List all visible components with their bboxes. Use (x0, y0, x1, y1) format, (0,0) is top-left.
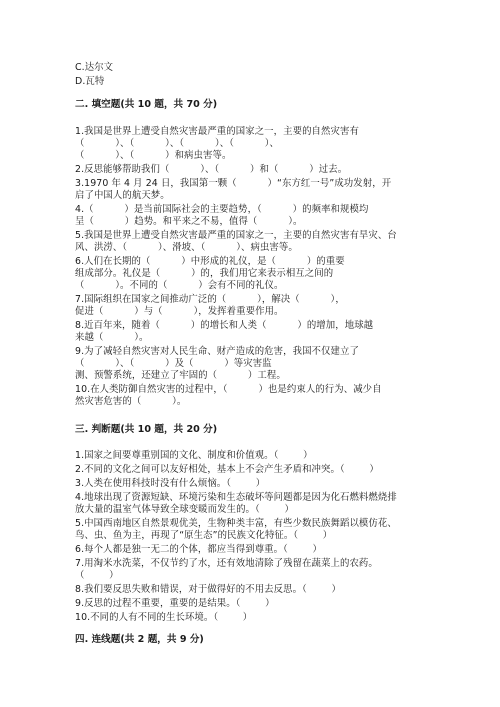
fill-line: 10.在人类防御自然灾害的过程中，（ ）也是约束人的行为、减少自 (75, 384, 382, 395)
judge-line: 10.不同的人有不同的生长环境。（ ） (75, 612, 253, 623)
fill-line: 组成部分。礼仪是（ ）的，我们用它来表示相互之间的 (75, 268, 334, 279)
section2-heading: 二. 填空题(共 10 题，共 70 分) (75, 99, 218, 110)
fill-line: （ ）、（ ）和病虫害等。 (75, 150, 232, 161)
fill-line: 9.为了减轻自然灾害对人民生命、财产造成的危害，我国不仅建立了 (75, 346, 359, 357)
fill-line: 来越（ ）。 (75, 332, 149, 343)
fill-line: （ ）、（ ）、（ ）、（ ）、 (75, 138, 280, 149)
fill-line: 7.国际组织在国家之间推动广泛的（ ），解决（ ）， (75, 294, 345, 305)
option-d: D.瓦特 (75, 76, 105, 87)
fill-line: （ ）。不同的（ ）会有不同的礼仪。 (75, 280, 284, 291)
fill-line: 6.人们在长期的（ ）中形成的礼仪，是（ ）的重要 (75, 256, 345, 267)
fill-line: 4.（ ）是当前国际社会的主要趋势，（ ）的频率和规模均 (75, 204, 369, 215)
judge-line: 鸟、虫、鱼为主，再现了“原生态”的民族文化特征。（ ） (75, 530, 333, 541)
fill-line: 2.反思能够帮助我们（ ）、（ ）和（ ）过去。 (75, 164, 348, 175)
fill-line: 5.我国是世界上遭受自然灾害最严重的国家之一，主要的自然灾害有旱灾、台 (75, 230, 397, 241)
fill-line: 测、预警系统，还建立了牢固的（ ）工程。 (75, 370, 286, 381)
fill-line: 呈（ ）趋势。和平来之不易，值得（ ）。 (75, 216, 303, 227)
fill-line: （ ）、（ ）及（ ）等灾害监 (75, 358, 272, 369)
section4-heading: 四. 连线题(共 2 题，共 9 分) (75, 634, 204, 645)
judge-line: 5.中国西南地区自然景观优美，生物种类丰富，有些少数民族舞蹈以模仿花、 (75, 518, 397, 529)
judge-line: 4.地球出现了资源短缺、环境污染和生态破坏等问题都是因为化石燃料燃烧排 (75, 492, 397, 503)
fill-line: 8.近百年来，随着（ ）的增长和人类（ ）的增加，地球越 (75, 320, 374, 331)
judge-line: 1.国家之间要尊重别国的文化、制度和价值观。（ ） (75, 450, 313, 461)
option-c: C.达尔文 (75, 62, 114, 73)
judge-line: 8.我们要反思失败和错误，对于做得好的不用去反思。（ ） (75, 584, 341, 595)
fill-line: 1.我国是世界上遭受自然灾害最严重的国家之一，主要的自然灾害有 (75, 126, 359, 137)
judge-line: 3.人类在使用科技时没有什么烦恼。（ ） (75, 478, 266, 489)
judge-line: （ ） (75, 570, 119, 581)
fill-line: 然灾害危害的（ ）。 (75, 396, 187, 407)
fill-line: 3.1970 年 4 月 24 日，我国第一颗（ ）“东方红一号”成功发射，开 (75, 178, 392, 189)
judge-line: 6.每个人都是独一无二的个体，都应当得到尊重。（ ） (75, 544, 323, 555)
judge-line: 2.不同的文化之间可以友好相处，基本上不会产生矛盾和冲突。（ ） (75, 464, 379, 475)
judge-line: 9.反思的过程不重要，重要的是结果。（ ） (75, 598, 275, 609)
judge-line: 放大量的温室气体导致全球变暖而发生的。（ ） (75, 504, 294, 515)
section3-heading: 三. 判断题(共 10 题，共 20 分) (75, 424, 218, 435)
fill-line: 启了中国人的航天梦。 (75, 190, 170, 201)
fill-line: 风、洪涝、（ ）、滑坡、（ ）、病虫害等。 (75, 242, 298, 253)
fill-line: 促进（ ）与（ ），发挥着重要作用。 (75, 306, 284, 317)
judge-line: 7.用淘米水洗菜，不仅节约了水，还有效地清除了残留在蔬菜上的农药。 (75, 558, 378, 569)
